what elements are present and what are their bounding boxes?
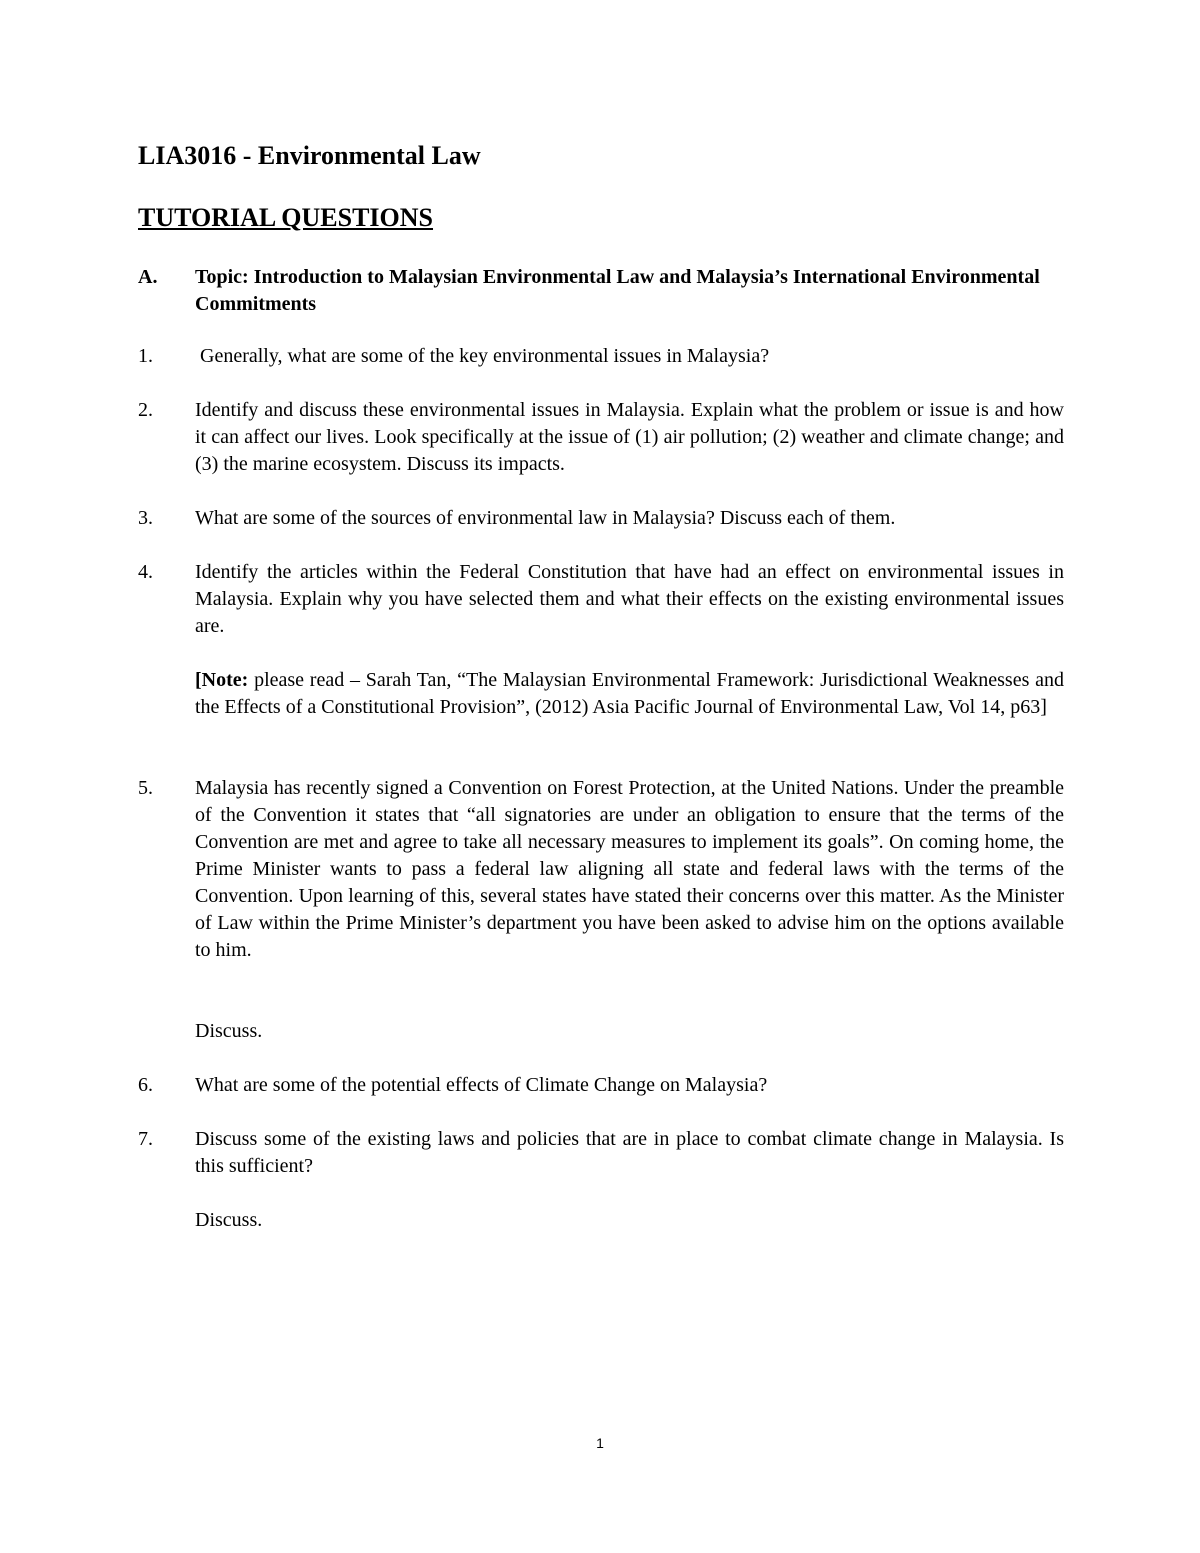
question-number: 5. (138, 777, 153, 799)
note-text: please read – Sarah Tan, “The Malaysian Environmental Framework: Jurisdictional Weaknesses and the Effects of a Constitutional Provision”, (2012) Asia Pacific Journal of Environmental Law, Vol 14, p63] (195, 669, 1064, 718)
reading-note (195, 667, 1064, 721)
section-heading: TUTORIAL QUESTIONS (138, 203, 434, 232)
question-number: 3. (138, 507, 153, 529)
topic-text (195, 264, 1064, 318)
question-6 (138, 1072, 1064, 1099)
topic-marker: A. (138, 266, 158, 288)
topic-block (138, 264, 1064, 318)
question-number: 7. (138, 1128, 153, 1150)
discuss-label-q5: Discuss. (195, 1020, 263, 1042)
note-label: Note: (201, 669, 249, 691)
question-number: 4. (138, 561, 153, 583)
question-text: Identify the articles within the Federal Constitution that have had an effect on environmental issues in Malaysia. Explain why you have selected them and what their effects on the existing environmental issues are. (195, 561, 1064, 637)
question-text: What are some of the sources of environmental law in Malaysia? Discuss each of them. (195, 507, 896, 529)
question-5 (138, 775, 1064, 964)
question-2 (138, 397, 1064, 478)
question-text: Generally, what are some of the key environmental issues in Malaysia? (195, 345, 770, 367)
note-open-bracket: [ (195, 669, 202, 691)
topic-title: Introduction to Malaysian Environmental Law and Malaysia’s International Environmental Commitments (195, 266, 1040, 315)
question-4 (138, 559, 1064, 640)
topic-label: Topic: (195, 266, 249, 288)
question-7 (138, 1126, 1064, 1180)
question-3 (138, 505, 1064, 532)
page-number: 1 (596, 1435, 604, 1451)
discuss-label-q7: Discuss. (195, 1209, 263, 1231)
question-1 (138, 343, 1064, 370)
question-number: 1. (138, 345, 153, 367)
question-text: What are some of the potential effects of Climate Change on Malaysia? (195, 1074, 768, 1096)
question-number: 6. (138, 1074, 153, 1096)
question-text: Identify and discuss these environmental issues in Malaysia. Explain what the problem or issue is and how it can affect our lives. Look specifically at the issue of (1) air pollution; (2) weather and climate change; and (3) the marine ecosystem. Discuss its impacts. (195, 399, 1064, 475)
question-text: Malaysia has recently signed a Convention on Forest Protection, at the United Nations. Under the preamble of the Convention it states that “all signatories are under an obligation to ensure that the terms of the Convention are met and agree to take all necessary measures to implement its goals”. On coming home, the Prime Minister wants to pass a federal law aligning all state and federal laws with the terms of the Convention. Upon learning of this, several states have stated their concerns over this matter. As the Minister of Law within the Prime Minister’s department you have been asked to advise him on the options available to him. (195, 777, 1064, 961)
course-title: LIA3016 - Environmental Law (138, 141, 481, 170)
question-number: 2. (138, 399, 153, 421)
question-text: Discuss some of the existing laws and policies that are in place to combat climate change in Malaysia. Is this sufficient? (195, 1128, 1064, 1177)
